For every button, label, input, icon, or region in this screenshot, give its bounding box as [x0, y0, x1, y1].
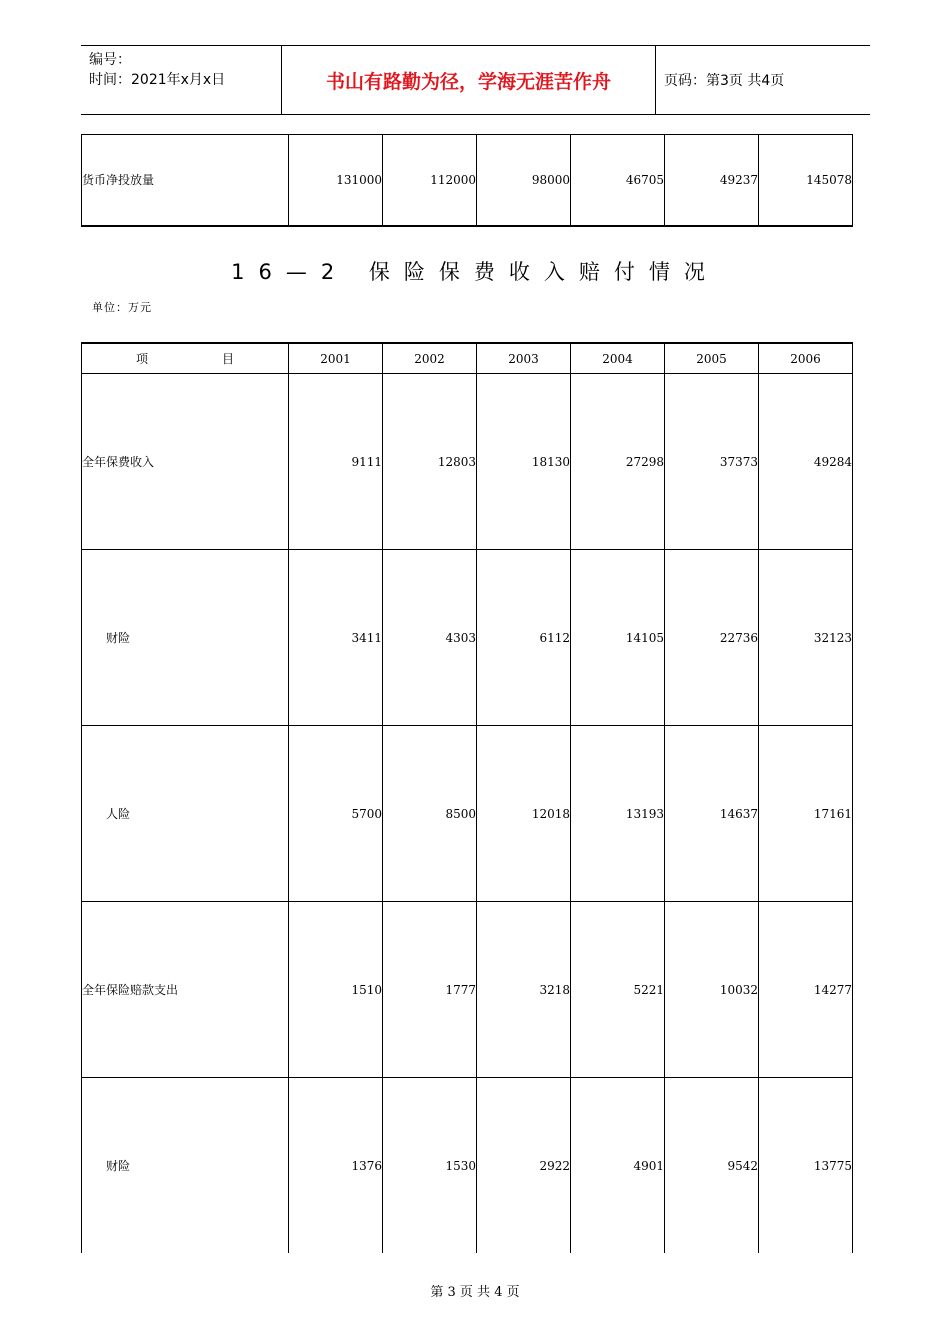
- table-cell: 131000: [289, 135, 383, 226]
- table-row: [82, 374, 853, 550]
- table-cell: 1530: [383, 1078, 477, 1254]
- table-row: [82, 1078, 853, 1254]
- column-header-year: 2004: [571, 343, 665, 374]
- table-cell: 18130: [477, 374, 571, 550]
- row-label: 财险: [82, 1078, 289, 1254]
- table-row: [82, 902, 853, 1078]
- document-number-label: 编号：: [89, 52, 131, 68]
- table-row: [82, 726, 853, 902]
- table-cell: 98000: [477, 135, 571, 226]
- column-header-year: 2006: [759, 343, 853, 374]
- table-cell: 14637: [665, 726, 759, 902]
- table-cell: 5700: [289, 726, 383, 902]
- header-motto: 书山有路勤为径，学海无涯苦作舟: [325, 70, 611, 93]
- column-header-year: 2001: [289, 343, 383, 374]
- table-row: [82, 550, 853, 726]
- column-header-year: 2005: [665, 343, 759, 374]
- table-cell: 49237: [665, 135, 759, 226]
- table-cell: 37373: [665, 374, 759, 550]
- table-cell: 10032: [665, 902, 759, 1078]
- table-cell: 112000: [383, 135, 477, 226]
- table-cell: 4901: [571, 1078, 665, 1254]
- table-cell: 3218: [477, 902, 571, 1078]
- table-cell: 5221: [571, 902, 665, 1078]
- page-header: [81, 45, 870, 115]
- table-cell: 49284: [759, 374, 853, 550]
- table-cell: 12018: [477, 726, 571, 902]
- page-footer: 第 3 页 共 4 页: [430, 1285, 520, 1300]
- unit-label: 单位：万元: [92, 301, 152, 314]
- table-cell: 27298: [571, 374, 665, 550]
- table-cell: 6112: [477, 550, 571, 726]
- table-cell: 145078: [759, 135, 853, 226]
- table-cell: 14277: [759, 902, 853, 1078]
- column-header-year: 2002: [383, 343, 477, 374]
- table-cell: 14105: [571, 550, 665, 726]
- table-cell: 8500: [383, 726, 477, 902]
- table-cell: 22736: [665, 550, 759, 726]
- table-cell: 2922: [477, 1078, 571, 1254]
- column-header-item-part: 项: [136, 352, 149, 366]
- row-label: 财险: [82, 550, 289, 726]
- table-cell: 3411: [289, 550, 383, 726]
- table-cell: 4303: [383, 550, 477, 726]
- row-label: 人险: [82, 726, 289, 902]
- document-date-label: 时间：2021年x月x日: [89, 72, 226, 88]
- section-title: 16—2 保险保费收入赔付情况: [231, 260, 719, 284]
- table-cell: 17161: [759, 726, 853, 902]
- table-cell: 9542: [665, 1078, 759, 1254]
- insurance-table: [81, 342, 853, 1253]
- column-header-item: [82, 343, 289, 374]
- table-cell: 46705: [571, 135, 665, 226]
- header-meta: [89, 50, 225, 90]
- table-cell: 13193: [571, 726, 665, 902]
- header-divider: [655, 46, 656, 114]
- header-page-info: 页码：第3页 共4页: [664, 73, 785, 89]
- table-cell: 1510: [289, 902, 383, 1078]
- column-header-item-part: 目: [221, 352, 234, 366]
- row-label: 全年保费收入: [82, 374, 289, 550]
- table-cell: 1777: [383, 902, 477, 1078]
- table-cell: 1376: [289, 1078, 383, 1254]
- money-supply-table: [81, 134, 853, 227]
- table-cell: 9111: [289, 374, 383, 550]
- row-label: 货币净投放量: [82, 135, 289, 226]
- column-header-year: 2003: [477, 343, 571, 374]
- table-cell: 32123: [759, 550, 853, 726]
- table-cell: 13775: [759, 1078, 853, 1254]
- table-row: [82, 135, 853, 226]
- table-cell: 12803: [383, 374, 477, 550]
- table-header-row: [82, 343, 853, 374]
- row-label: 全年保险赔款支出: [82, 902, 289, 1078]
